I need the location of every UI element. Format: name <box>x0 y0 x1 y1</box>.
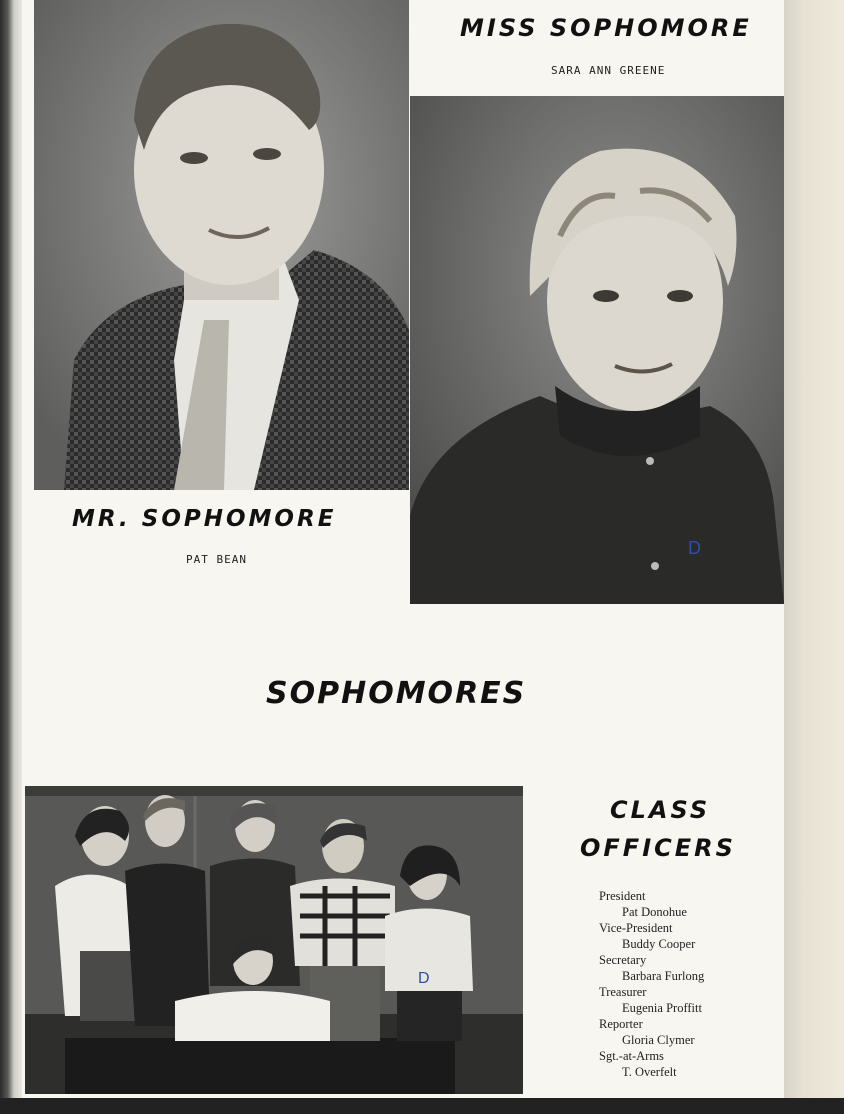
mr-sophomore-title: MR. SOPHOMORE <box>72 506 337 532</box>
mr-sophomore-photo <box>34 0 409 490</box>
miss-sophomore-title: MISS SOPHOMORE <box>460 14 752 42</box>
officer-name: Barbara Furlong <box>622 969 705 983</box>
officer-name: Pat Donohue <box>622 905 687 919</box>
pen-mark-group: D <box>418 970 430 987</box>
officer-name: Gloria Clymer <box>622 1033 695 1047</box>
pen-mark-miss: D <box>688 538 701 558</box>
officer-role: Reporter <box>599 1017 643 1031</box>
page-edge <box>784 0 844 1100</box>
officer-role: President <box>599 889 646 903</box>
class-officers-photo <box>25 786 523 1094</box>
officer-role: Sgt.-at-Arms <box>599 1049 664 1063</box>
scan-border <box>0 1098 844 1114</box>
miss-sophomore-name: SARA ANN GREENE <box>551 64 666 77</box>
officer-role: Vice-President <box>599 921 673 935</box>
officer-name: Buddy Cooper <box>622 937 696 951</box>
miss-sophomore-photo <box>410 96 784 604</box>
mr-sophomore-name: PAT BEAN <box>186 553 247 566</box>
class-officers-title-line2: OFFICERS <box>580 834 736 862</box>
officer-name: Eugenia Proffitt <box>622 1001 702 1015</box>
class-officers-title-line1: CLASS <box>610 796 711 824</box>
officer-role: Secretary <box>599 953 647 967</box>
officer-role: Treasurer <box>599 985 647 999</box>
section-title: SOPHOMORES <box>266 676 527 711</box>
officers-list <box>599 888 704 1080</box>
officer-name: T. Overfelt <box>622 1065 677 1079</box>
